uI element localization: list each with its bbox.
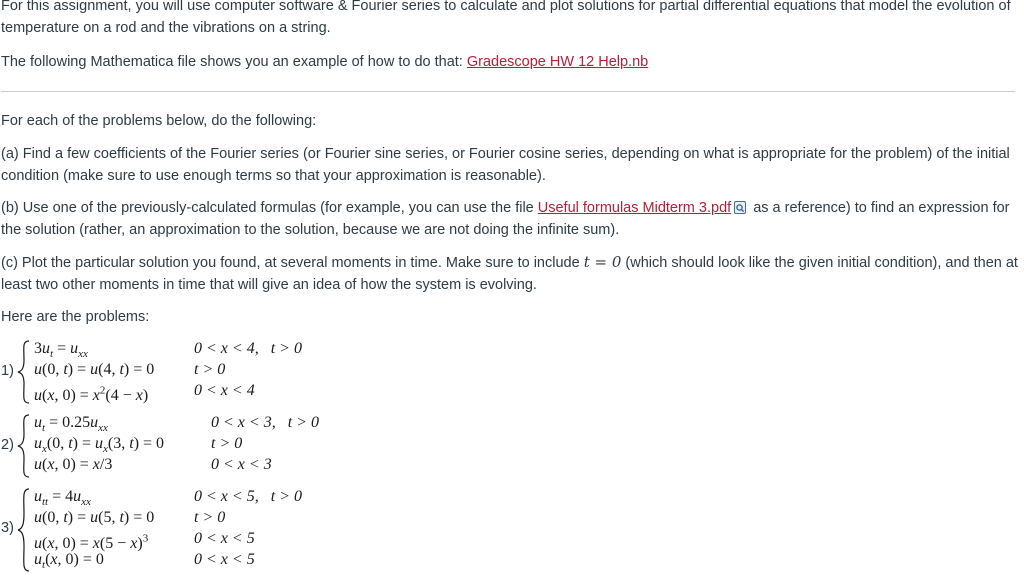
problem-1-condition-3: 0 < x < 4: [194, 382, 255, 399]
problem-1-row-3: [34, 380, 148, 407]
problem-1-condition-1: 0 < x < 4, t > 0: [194, 340, 302, 357]
problem-3: [1, 486, 401, 572]
instruction-b-text-before: (b) Use one of the previously-calculated formulas (for example, you can use the file: [1, 200, 538, 216]
problem-2-condition-1: 0 < x < 3, t > 0: [211, 414, 319, 431]
problem-2-equation-1: $u_t = 0.25u_{xx}$: [34, 414, 108, 435]
problem-3-equation-4: $u_t(x$, 0) = 0: [34, 551, 104, 572]
problem-1-condition-2: t > 0: [194, 361, 226, 378]
instructions-lead: For each of the problems below, do the following:: [1, 113, 317, 129]
problem-1-equation-3: u(x, $0) = x^2(4 - x)$: [34, 385, 149, 405]
gradescope-help-link[interactable]: Gradescope HW 12 Help.nb: [466, 54, 649, 70]
problem-1: [1, 338, 401, 404]
problem-2: [1, 412, 401, 478]
problem-3-equation-1: $u_{tt} = 4u_{xx}$: [34, 488, 91, 509]
problem-2-condition-2: t > 0: [211, 435, 243, 452]
t-equals-zero-math: t = 0: [583, 253, 622, 271]
intro-text: For this assignment, you will use computer software & Fourier series to calculate and plot solutions for partial differential equations that model the evolution of temperature on a rod and the vibrations on a string.: [1, 0, 1011, 36]
problem-3-condition-3: 0 < x < 5: [194, 530, 255, 547]
problem-3-row-2: [34, 507, 154, 529]
instruction-b-text-after: as a reference) to find an expression for the solution (rather, an approximation to the solution, because we are not doing the infinite sum).: [1, 200, 1010, 238]
instruction-a: (a) Find a few coefficients of the Fourier series (or Fourier sine series, or Fourier cosine series, depending on what is appropriate for the problem) of the initial condition (make sure to use enough terms so that your approximation is reasonable).: [1, 146, 1010, 184]
problem-3-equation-2: u(0, t) = u(5, t) = 0: [34, 509, 155, 526]
problem-3-condition-2: t > 0: [194, 509, 226, 526]
mathematica-file-text: The following Mathematica file shows you an example of how to do that:: [1, 54, 467, 70]
problem-2-condition-3: 0 < x < 3: [211, 456, 272, 473]
instruction-b: [1, 197, 1019, 241]
problem-2-equation-2: $u_x(0$, $t) = u_x(3$, t) = 0: [34, 435, 165, 456]
problem-1-brace: [17, 340, 31, 404]
problem-1-equation-1: $3u_t = u_{xx}$: [34, 340, 88, 361]
mathematica-file-paragraph: [1, 51, 1019, 73]
problems-lead: Here are the problems:: [1, 309, 150, 325]
instruction-c-text-before: (c) Plot the particular solution you found, at several moments in time. Make sure to include: [1, 255, 584, 271]
problem-3-number: 3): [1, 520, 14, 536]
problem-1-number: 1): [1, 363, 14, 379]
problem-3-equation-3: u(x, $0) = x(5 - x)^3$: [34, 533, 149, 553]
intro-paragraph: [1, 0, 1019, 39]
problem-1-row-2: [34, 359, 154, 381]
problem-2-row-3: [34, 454, 112, 476]
problem-1-equation-2: u(0, t) = u(4, t) = 0: [34, 361, 155, 378]
problem-3-condition-4: 0 < x < 5: [194, 551, 255, 568]
problem-2-brace: [17, 414, 31, 478]
problem-3-condition-1: 0 < x < 5, t > 0: [194, 488, 302, 505]
section-divider: [1, 91, 1015, 92]
instruction-c: [1, 251, 1019, 296]
problem-3-row-4: [34, 549, 104, 576]
document-preview-icon[interactable]: [734, 199, 746, 212]
problem-3-brace: [17, 488, 31, 572]
problem-2-equation-3: u(x, 0) = x/3: [34, 456, 113, 473]
useful-formulas-link[interactable]: Useful formulas Midterm 3.pdf: [537, 200, 732, 216]
instruction-c-text-after: (which should look like the given initial condition), and then at least two other moments in time that will give an idea of how the system is evolving.: [1, 255, 1018, 293]
problem-2-number: 2): [1, 437, 14, 453]
